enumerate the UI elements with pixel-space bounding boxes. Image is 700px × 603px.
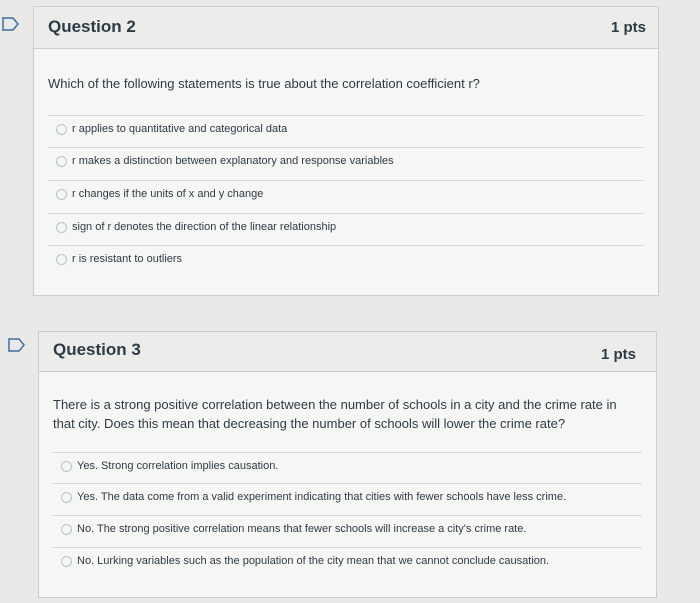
answer-label[interactable]: Yes. Strong correlation implies causation. <box>77 460 279 472</box>
question-2-text: Which of the following statements is true about the correlation coefficient r? <box>48 76 480 91</box>
answer-option[interactable] <box>48 115 644 146</box>
question-2-card <box>33 6 659 296</box>
radio-button[interactable] <box>61 524 72 535</box>
question-3-points: 1 pts <box>600 346 636 363</box>
question-3-card <box>38 331 657 598</box>
question-2-title: Question 2 <box>48 17 136 36</box>
flag-question-icon[interactable] <box>8 338 26 352</box>
answer-label[interactable]: Yes. The data come from a valid experiment indicating that cities with fewer schools have less crime. <box>77 491 567 503</box>
answer-label[interactable]: No. The strong positive correlation means that fewer schools will increase a city's crime rate. <box>77 523 527 535</box>
answer-option[interactable] <box>48 147 644 178</box>
radio-button[interactable] <box>61 556 72 567</box>
answer-option[interactable] <box>53 452 642 483</box>
answer-label[interactable]: r applies to quantitative and categorical data <box>72 123 288 135</box>
answer-option[interactable] <box>53 515 642 546</box>
radio-button[interactable] <box>56 254 67 265</box>
radio-button[interactable] <box>56 189 67 200</box>
answer-label[interactable]: r makes a distinction between explanatory and response variables <box>72 155 394 167</box>
question-2-points: 1 pts <box>610 19 646 36</box>
answer-option[interactable] <box>53 483 642 514</box>
answer-option[interactable] <box>48 213 644 244</box>
question-3-header <box>39 332 656 372</box>
answer-label[interactable]: r changes if the units of x and y change <box>72 188 264 200</box>
answer-label[interactable]: r is resistant to outliers <box>72 253 183 265</box>
radio-button[interactable] <box>61 492 72 503</box>
answer-option[interactable] <box>48 180 644 211</box>
question-3-title: Question 3 <box>53 340 141 359</box>
question-3-text: There is a strong positive correlation between the number of schools in a city and the crime rate in that city. Does this mean that decreasing the number of schools will lower the crime rate? <box>53 397 617 431</box>
radio-button[interactable] <box>61 461 72 472</box>
radio-button[interactable] <box>56 124 67 135</box>
flag-question-icon[interactable] <box>2 17 20 31</box>
answer-option[interactable] <box>53 547 642 578</box>
radio-button[interactable] <box>56 156 67 167</box>
answer-option[interactable] <box>48 245 644 276</box>
radio-button[interactable] <box>56 222 67 233</box>
answer-label[interactable]: No. Lurking variables such as the population of the city mean that we cannot conclude causation. <box>77 555 550 567</box>
answer-label[interactable]: sign of r denotes the direction of the linear relationship <box>72 221 337 233</box>
question-2-header <box>34 7 658 49</box>
